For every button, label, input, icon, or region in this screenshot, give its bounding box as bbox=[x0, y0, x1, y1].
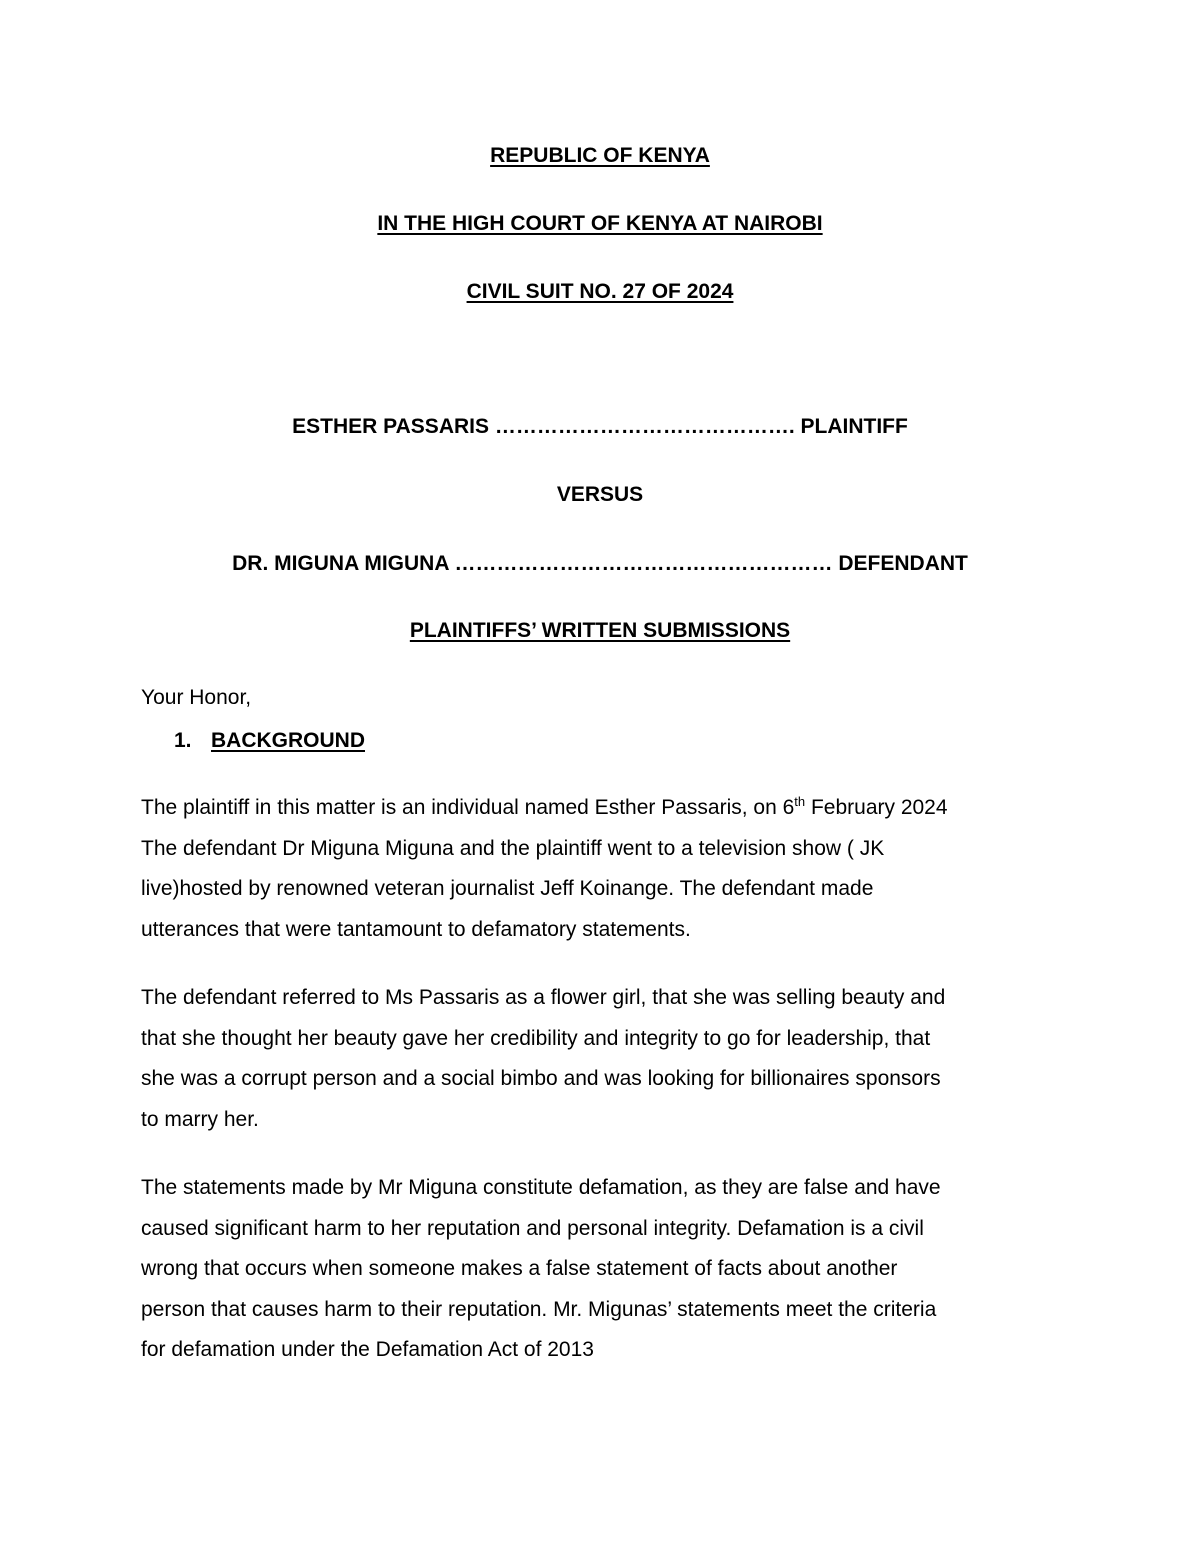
case-number-text: CIVIL SUIT NO. 27 OF 2024 bbox=[466, 280, 734, 303]
paragraph-line: to marry her. bbox=[141, 1107, 259, 1131]
paragraph-line: person that causes harm to their reputation. Mr. Migunas’ statements meet the criteria bbox=[141, 1297, 937, 1321]
paragraph-line: caused significant harm to her reputation and personal integrity. Defamation is a civil bbox=[141, 1216, 924, 1240]
country-heading bbox=[0, 143, 1200, 169]
versus-line: VERSUS bbox=[556, 483, 644, 506]
salutation: Your Honor, bbox=[141, 686, 252, 709]
paragraph-line: for defamation under the Defamation Act of 2013 bbox=[141, 1338, 594, 1362]
paragraph-line: live)hosted by renowned veteran journalist Jeff Koinange. The defendant made bbox=[141, 877, 874, 901]
paragraph-line: The statements made by Mr Miguna constitute defamation, as they are false and have bbox=[141, 1176, 941, 1199]
paragraph-line: The plaintiff in this matter is an individual named Esther Passaris, on 6th February 2024 bbox=[141, 794, 948, 819]
section-number: 1. bbox=[174, 729, 192, 752]
paragraph-line: she was a corrupt person and a social bimbo and was looking for billionaires sponsors bbox=[141, 1067, 941, 1091]
court-heading bbox=[0, 211, 1200, 237]
document-title bbox=[0, 618, 1200, 644]
paragraph-2 bbox=[141, 978, 1061, 1140]
defendant-line: DR. MIGUNA MIGUNA ……………………………………………… DEFENDANT bbox=[232, 552, 968, 575]
paragraph-line: The defendant Dr Miguna Miguna and the plaintiff went to a television show ( JK bbox=[141, 836, 885, 860]
country-heading-text: REPUBLIC OF KENYA bbox=[490, 144, 710, 167]
section-title: BACKGROUND bbox=[211, 729, 365, 752]
paragraph-1 bbox=[141, 788, 1061, 950]
paragraph-line: The defendant referred to Ms Passaris as a flower girl, that she was selling beauty and bbox=[141, 986, 946, 1009]
plaintiff-line: ESTHER PASSARIS ……………………………………. PLAINTIFF bbox=[292, 415, 908, 438]
section-heading bbox=[174, 727, 365, 755]
case-number-heading bbox=[0, 279, 1200, 305]
court-heading-text: IN THE HIGH COURT OF KENYA AT NAIROBI bbox=[377, 212, 823, 235]
paragraph-line: that she thought her beauty gave her credibility and integrity to go for leadership, that bbox=[141, 1026, 931, 1050]
paragraph-line: wrong that occurs when someone makes a false statement of facts about another bbox=[141, 1257, 898, 1281]
paragraph-3 bbox=[141, 1168, 1061, 1371]
ordinal-suffix: th bbox=[794, 794, 806, 809]
paragraph-line: utterances that were tantamount to defamatory statements. bbox=[141, 917, 691, 941]
document-title-text: PLAINTIFFS’ WRITTEN SUBMISSIONS bbox=[409, 619, 791, 642]
